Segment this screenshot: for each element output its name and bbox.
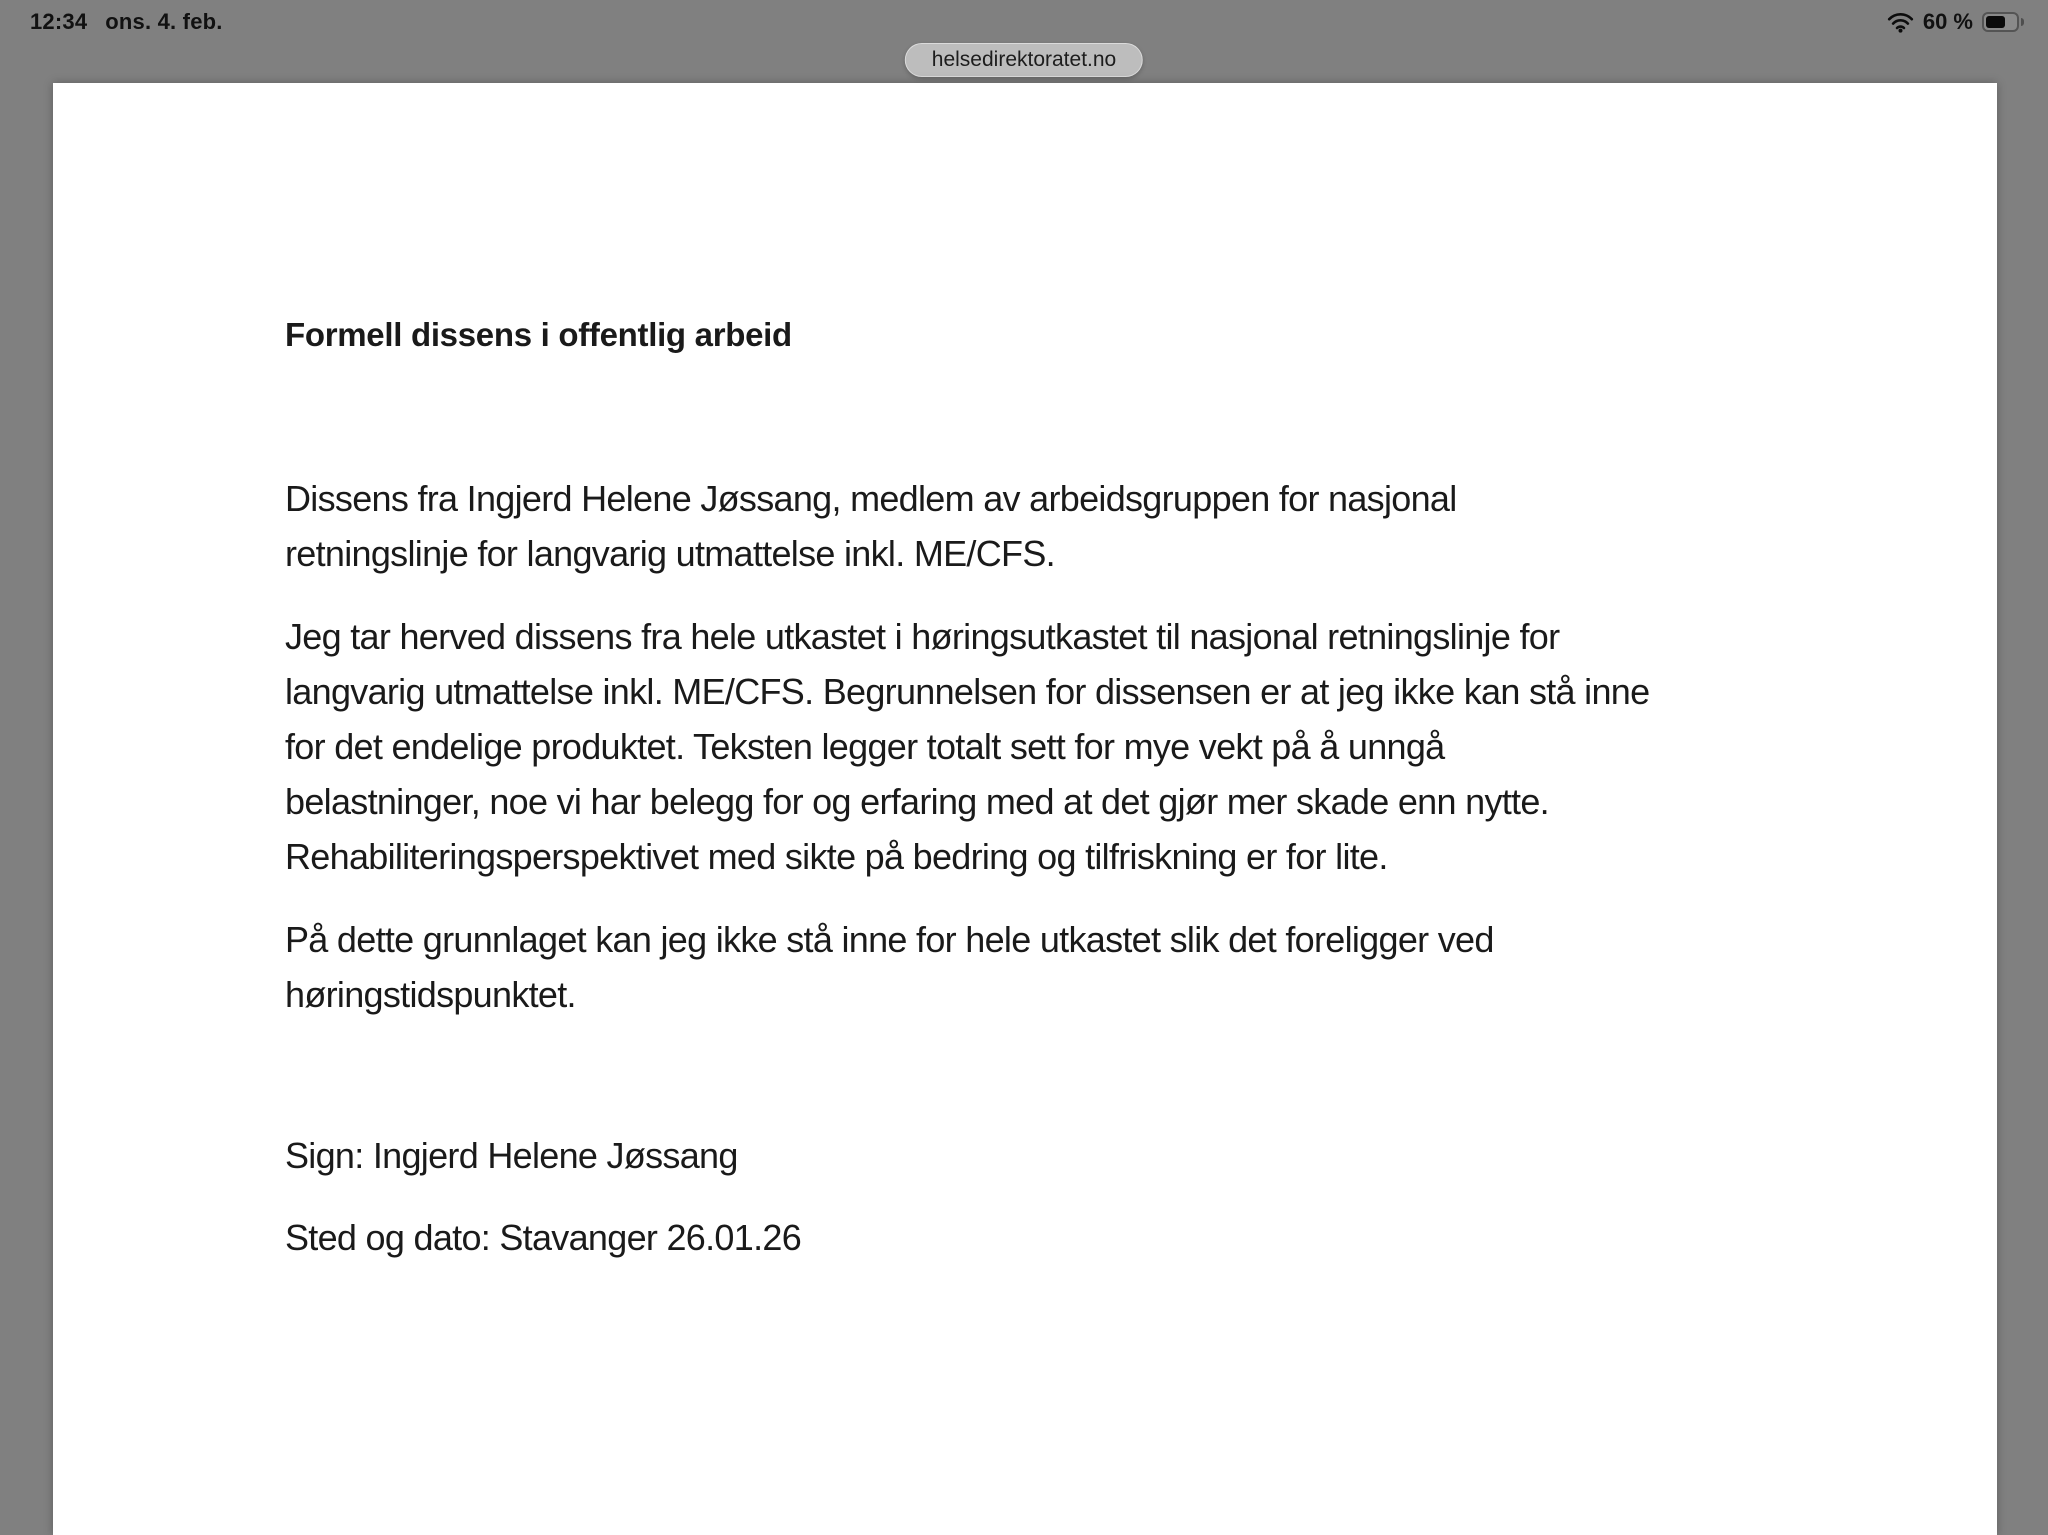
address-bar-pill[interactable]: helsedirektoratet.no xyxy=(905,43,1143,77)
text-line: Dissens fra Ingjerd Helene Jøssang, medlem av arbeidsgruppen for nasjonal xyxy=(285,478,1457,519)
battery-fill xyxy=(1986,16,2005,28)
status-bar xyxy=(0,0,2048,44)
text-line: for det endelige produktet. Teksten legger totalt sett for mye vekt på å unngå xyxy=(285,726,1445,767)
date-label: ons. 4. feb. xyxy=(105,9,223,34)
document-title: Formell dissens i offentlig arbeid xyxy=(285,316,792,353)
battery-percent-label: 60 % xyxy=(1922,9,1973,34)
status-bar-left xyxy=(30,9,223,35)
battery-icon xyxy=(1982,12,2024,32)
text-line: Rehabiliteringsperspektivet med sikte på bedring og tilfriskning er for lite. xyxy=(285,836,1388,877)
text-line: høringstidspunktet. xyxy=(285,974,576,1015)
wifi-icon xyxy=(1887,11,1914,33)
document-page xyxy=(53,83,1997,1535)
document-content xyxy=(53,83,1997,1265)
text-line: Jeg tar herved dissens fra hele utkastet i høringsutkastet til nasjonal retningslinje for xyxy=(285,616,1560,657)
text-line: På dette grunnlaget kan jeg ikke stå inne for hele utkastet slik det foreligger ved xyxy=(285,919,1494,960)
paragraph-dissent-reason xyxy=(285,609,1997,884)
status-bar-right xyxy=(1887,9,2024,35)
text-line: langvarig utmattelse inkl. ME/CFS. Begrunnelsen for dissensen er at jeg ikke kan stå inne xyxy=(285,671,1650,712)
text-line: belastninger, noe vi har belegg for og erfaring med at det gjør mer skade enn nytte. xyxy=(285,781,1549,822)
paragraph-conclusion xyxy=(285,912,1997,1022)
place-date-line: Sted og dato: Stavanger 26.01.26 xyxy=(285,1217,802,1258)
battery-nub xyxy=(2021,18,2024,26)
clock-label: 12:34 xyxy=(30,9,88,34)
signature-line: Sign: Ingjerd Helene Jøssang xyxy=(285,1135,738,1176)
text-line: retningslinje for langvarig utmattelse inkl. ME/CFS. xyxy=(285,533,1055,574)
paragraph-intro xyxy=(285,471,1997,581)
